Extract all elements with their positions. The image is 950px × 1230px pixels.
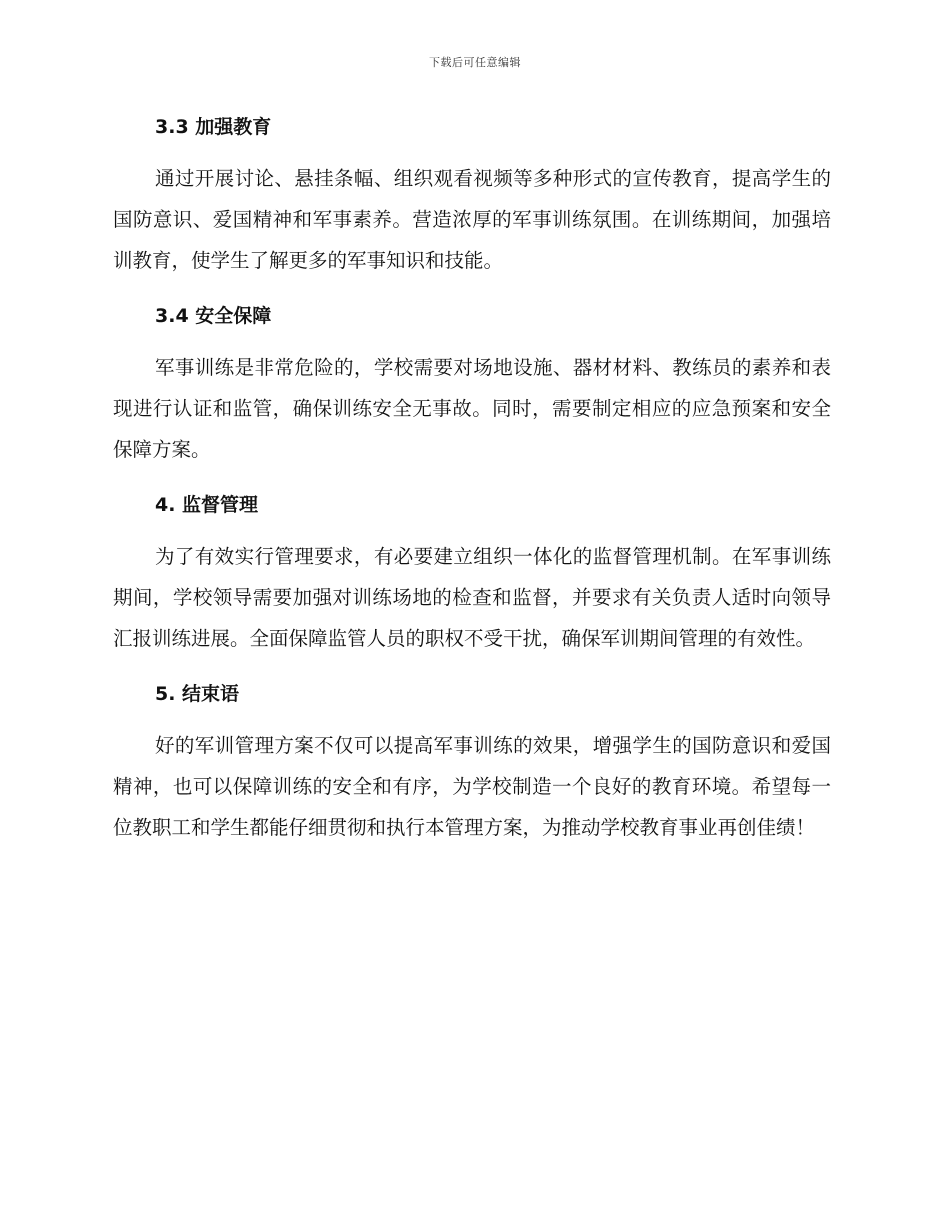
section-paragraph-4: 为了有效实行管理要求，有必要建立组织一体化的监督管理机制。在军事训练期间，学校领导需要加强对训练场地的检查和监督，并要求有关负责人适时向领导汇报训练进展。全面保障监管人员的职权不受干扰，确保军训期间管理的有效性。 [113, 545, 831, 650]
section-paragraph-3-3: 通过开展讨论、悬挂条幅、组织观看视频等多种形式的宣传教育，提高学生的国防意识、爱国精神和军事素养。营造浓厚的军事训练氛围。在训练期间，加强培训教育，使学生了解更多的军事知识和技能。 [113, 167, 831, 272]
page-header: 下载后可任意编辑 [429, 56, 521, 69]
section-paragraph-3-4: 军事训练是非常危险的，学校需要对场地设施、器材材料、教练员的素养和表现进行认证和监管，确保训练安全无事故。同时，需要制定相应的应急预案和安全保障方案。 [113, 356, 831, 461]
section-heading-3-4: 3.4 安全保障 [155, 305, 272, 327]
section-heading-3-3: 3.3 加强教育 [155, 116, 272, 138]
section-heading-4: 4. 监督管理 [155, 494, 259, 516]
document-body [113, 104, 831, 860]
section-heading-5: 5. 结束语 [155, 683, 240, 705]
section-paragraph-5: 好的军训管理方案不仅可以提高军事训练的效果，增强学生的国防意识和爱国精神，也可以保障训练的安全和有序，为学校制造一个良好的教育环境。希望每一位教职工和学生都能仔细贯彻和执行本管理方案，为推动学校教育事业再创佳绩！ [113, 734, 831, 839]
